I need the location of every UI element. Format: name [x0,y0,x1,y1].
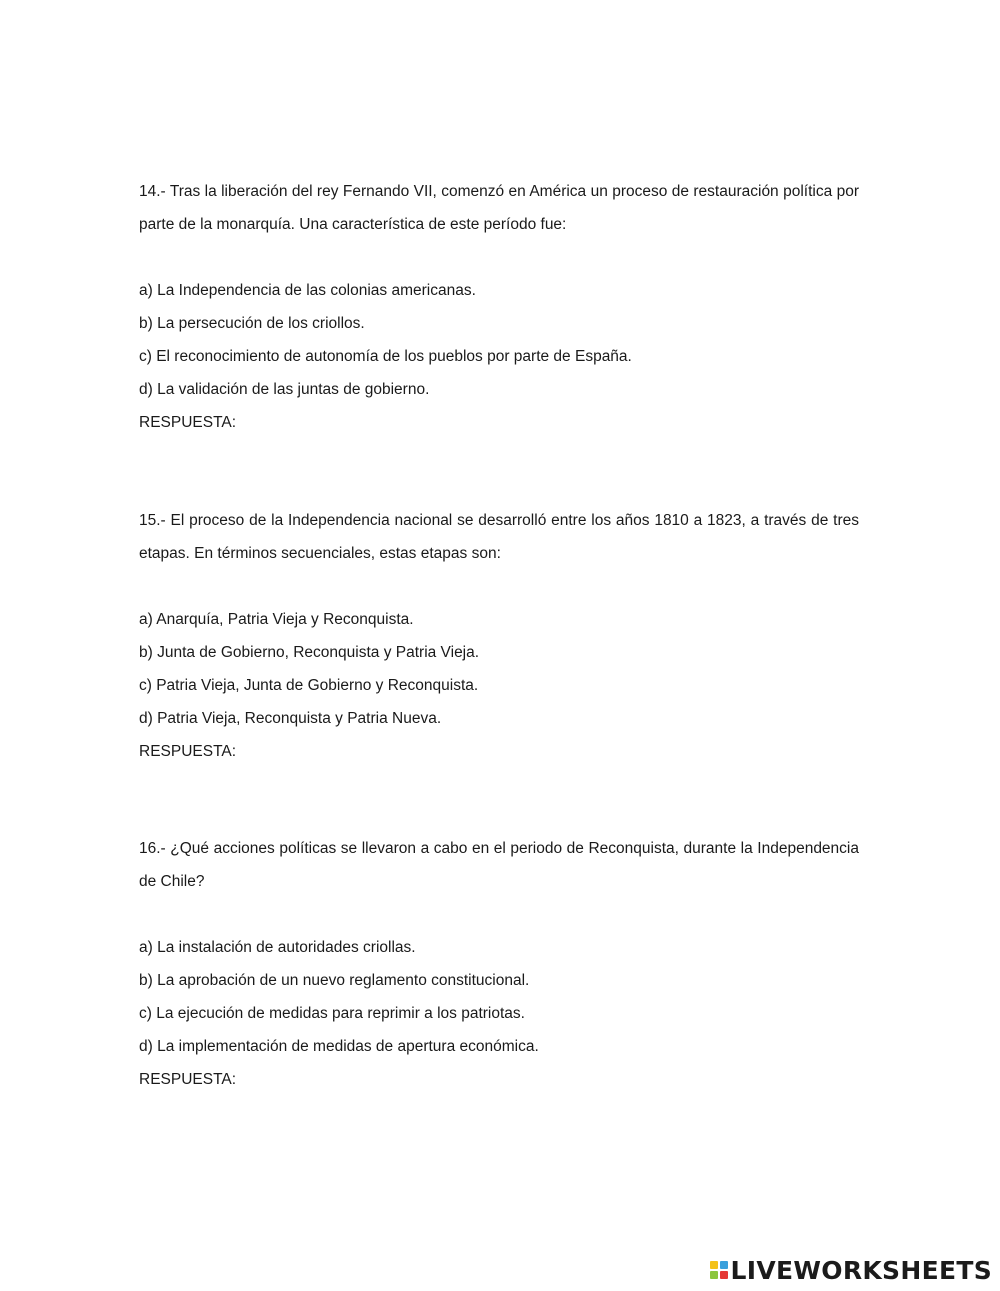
option-c: c) La ejecución de medidas para reprimir a los patriotas. [139,1005,525,1022]
logo-block [710,1261,718,1269]
question-16 [139,832,859,1096]
question-text: 14.- Tras la liberación del rey Fernando VII, comenzó en América un proceso de restauración política por parte de la monarquía. Una característica de este período fue: [139,183,859,233]
logo-block [720,1271,728,1279]
logo-blocks-icon [710,1261,728,1279]
option-a: a) La Independencia de las colonias americanas. [139,282,476,299]
answer-label: RESPUESTA: [139,1071,237,1088]
question-15 [139,504,859,768]
question-text: 16.- ¿Qué acciones políticas se llevaron a cabo en el periodo de Reconquista, durante la Independencia de Chile? [139,840,859,890]
brand-text: LIVEWORKSHEETS [730,1255,992,1285]
option-d: d) Patria Vieja, Reconquista y Patria Nueva. [139,710,442,727]
option-a: a) Anarquía, Patria Vieja y Reconquista. [139,611,414,628]
option-c: c) Patria Vieja, Junta de Gobierno y Reconquista. [139,677,479,694]
logo-block [720,1261,728,1269]
option-c: c) El reconocimiento de autonomía de los pueblos por parte de España. [139,348,632,365]
option-d: d) La validación de las juntas de gobierno. [139,381,430,398]
option-b: b) Junta de Gobierno, Reconquista y Patria Vieja. [139,644,480,661]
options-list [139,603,859,735]
options-list [139,274,859,406]
option-d: d) La implementación de medidas de apertura económica. [139,1038,539,1055]
option-a: a) La instalación de autoridades criollas. [139,939,416,956]
options-list [139,931,859,1063]
answer-label: RESPUESTA: [139,743,237,760]
option-b: b) La aprobación de un nuevo reglamento constitucional. [139,972,530,989]
question-text: 15.- El proceso de la Independencia nacional se desarrolló entre los años 1810 a 1823, a través de tres etapas. En términos secuenciales, estas etapas son: [139,512,859,562]
liveworksheets-logo [710,1252,992,1288]
answer-label: RESPUESTA: [139,414,237,431]
option-b: b) La persecución de los criollos. [139,315,365,332]
logo-block [710,1271,718,1279]
question-14 [139,175,859,439]
